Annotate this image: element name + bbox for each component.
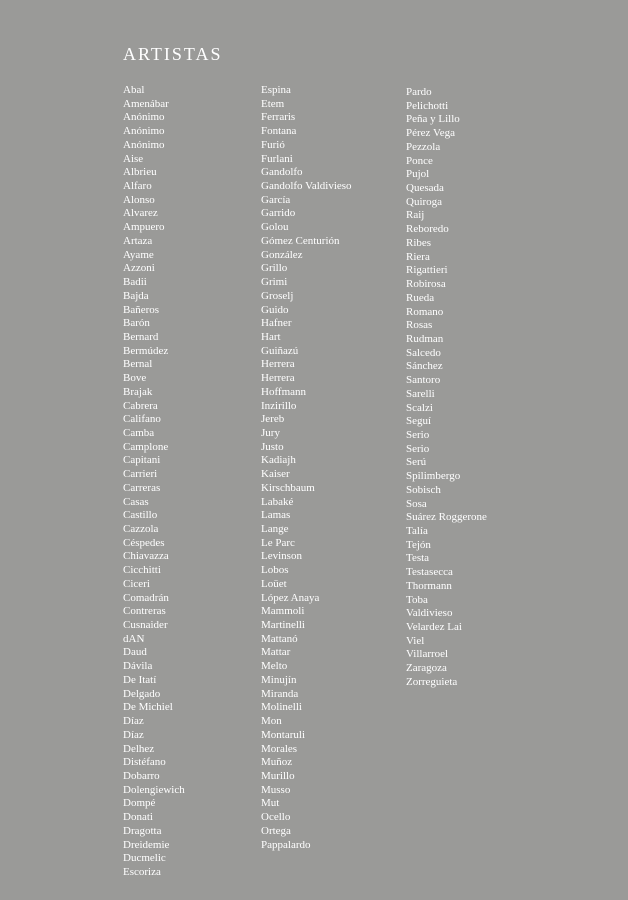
artist-name: Capitani — [123, 454, 161, 467]
artist-name: Testa — [406, 552, 430, 565]
artist-name: Peña y Lillo — [406, 113, 460, 126]
artist-name: Pujol — [406, 168, 430, 181]
artist-name: Dompé — [123, 797, 156, 810]
artist-name: Zorreguieta — [406, 675, 458, 688]
artist-name: López Anaya — [261, 591, 320, 604]
artist-name: Quesada — [406, 182, 444, 195]
artist-name: Anónimo — [123, 125, 165, 138]
artist-name: Lange — [261, 523, 289, 535]
artist-name: Cusnaider — [123, 619, 168, 632]
artist-name: Cabrera — [123, 399, 158, 412]
artist-name: Azzoni — [123, 262, 155, 275]
artist-name: Grimi — [261, 276, 288, 289]
artist-name: Mon — [261, 715, 282, 728]
artist-name: Pelichotti — [406, 99, 449, 112]
artist-name: Valdivieso — [406, 607, 453, 620]
artist-name: Herrera — [261, 372, 295, 385]
artist-name: Rigattieri — [406, 264, 448, 277]
artist-name: Grillo — [261, 262, 288, 275]
artist-name: Romano — [406, 305, 444, 318]
artist-name: Brajak — [123, 385, 153, 398]
artist-name: Jury — [261, 426, 280, 439]
artist-name: Amenábar — [123, 97, 169, 110]
artist-name: Alvarez — [123, 207, 158, 220]
artist-name: Gómez Centurión — [261, 234, 340, 247]
artist-name: Ribes — [406, 236, 432, 249]
artist-name: Castillo — [123, 509, 158, 522]
artist-name: Serú — [406, 456, 427, 469]
artist-name: Díaz — [123, 715, 144, 728]
artist-name: Levinson — [261, 550, 302, 563]
artist-name: De Michiel — [123, 701, 173, 714]
artist-name: Labaké — [261, 495, 294, 508]
artist-name: Viel — [406, 634, 425, 647]
artist-name: Pardo — [406, 86, 432, 98]
artist-name: García — [261, 193, 291, 206]
artist-name: Pérez Vega — [406, 127, 455, 140]
artist-name: Musso — [261, 783, 291, 796]
artist-list-column-1 — [123, 84, 185, 880]
artist-name: Barón — [123, 317, 150, 330]
artist-name: Spilimbergo — [406, 470, 461, 483]
artist-name: Furlani — [261, 152, 293, 165]
artist-name: Suárez Roggerone — [406, 511, 487, 524]
artist-name: Escoriza — [123, 865, 161, 878]
artist-name: dAN — [123, 632, 145, 645]
artist-name: Santoro — [406, 374, 441, 387]
artist-name: Delgado — [123, 687, 161, 700]
artist-name: Robirosa — [406, 278, 446, 291]
artist-name: Murillo — [261, 769, 295, 782]
artist-name: Villarroel — [406, 648, 449, 661]
artist-name: Ayame — [123, 248, 154, 261]
artist-name: Carreras — [123, 481, 161, 494]
artist-name: Dávila — [123, 660, 153, 673]
artist-name: Zaragoza — [406, 662, 447, 675]
artist-name: Donati — [123, 811, 153, 824]
artist-name: Mattanó — [261, 632, 298, 645]
artist-name: Fontana — [261, 125, 297, 138]
artist-name: Kadiajh — [261, 454, 296, 467]
artist-name: Bove — [123, 372, 147, 385]
artist-name: Rudman — [406, 332, 444, 345]
artist-name: Talía — [406, 525, 428, 537]
artist-name: Dragotta — [123, 824, 162, 837]
artist-name: Inzirillo — [261, 399, 297, 412]
artist-name: Jereb — [261, 413, 285, 426]
artist-name: Delhez — [123, 742, 155, 755]
artist-name: Thormann — [406, 579, 452, 592]
artist-name: Kirschbaum — [261, 481, 315, 494]
artist-name: Quiroga — [406, 195, 443, 208]
artist-name: Golou — [261, 221, 289, 234]
artist-name: Ponce — [406, 154, 433, 167]
artist-name: Groselj — [261, 289, 294, 302]
artist-name: Lobos — [261, 564, 289, 577]
artist-name: Reboredo — [406, 223, 449, 236]
artist-name: Minujín — [261, 673, 297, 686]
artist-name: Raij — [406, 209, 425, 222]
artist-name: Chiavazza — [123, 550, 169, 563]
artist-name: Ortega — [261, 824, 291, 837]
artist-name: Bermúdez — [123, 344, 169, 357]
artist-name: Seguí — [406, 415, 432, 428]
artist-name: Casas — [123, 495, 149, 508]
artist-name: Guido — [261, 303, 289, 316]
artist-name: Melto — [261, 660, 288, 673]
artist-name: Lamas — [261, 509, 291, 522]
artist-name: Ferraris — [261, 111, 296, 124]
artist-name: Abal — [123, 84, 145, 96]
artist-name: Serio — [406, 442, 430, 455]
artist-name: Testasecca — [406, 566, 453, 579]
artist-name: Contreras — [123, 605, 166, 618]
artist-name: Morales — [261, 742, 298, 755]
artist-name: Artaza — [123, 234, 153, 247]
artist-name: Gandolfo — [261, 166, 303, 179]
artist-name: Espina — [261, 84, 291, 96]
artist-name: Riera — [406, 250, 430, 263]
artist-name: Guiñazú — [261, 344, 299, 357]
artist-name: Hafner — [261, 317, 292, 330]
artist-name: Gandolfo Valdivieso — [261, 180, 352, 193]
artist-name: Sarelli — [406, 387, 435, 400]
artist-name: Bernal — [123, 358, 153, 371]
artist-name: Tejón — [406, 538, 431, 551]
artist-name: Garrido — [261, 207, 296, 220]
artist-name: Dolengiewich — [123, 783, 185, 796]
artist-name: Furió — [261, 138, 285, 151]
artist-name: Scalzi — [406, 401, 433, 414]
artist-name: Ampuero — [123, 221, 165, 234]
artist-name: Camba — [123, 426, 155, 439]
artist-name: Loüet — [261, 577, 287, 590]
artist-name: Toba — [406, 593, 428, 606]
artist-name: Justo — [261, 440, 284, 453]
artist-name: Etem — [261, 97, 285, 110]
artist-name: Cazzola — [123, 523, 159, 535]
artist-name: Badii — [123, 276, 147, 289]
artist-name: Dreidemie — [123, 838, 170, 851]
artist-name: Daud — [123, 646, 147, 659]
artist-name: Bañeros — [123, 303, 160, 316]
artist-name: Céspedes — [123, 536, 165, 549]
artist-name: Pappalardo — [261, 838, 311, 851]
artist-name: Alfaro — [123, 180, 152, 193]
artist-name: Carrieri — [123, 468, 158, 481]
artist-name: Albrieu — [123, 166, 157, 179]
page-title: ARTISTAS — [123, 44, 223, 64]
artist-name: Anónimo — [123, 138, 165, 151]
artist-name: Ocello — [261, 811, 291, 824]
artist-name: Miranda — [261, 687, 299, 700]
artist-name: Ciceri — [123, 577, 150, 590]
artist-name: Mattar — [261, 646, 291, 659]
artist-name: Hoffmann — [261, 385, 307, 398]
artist-name: Rosas — [406, 319, 433, 332]
artist-name: Califano — [123, 413, 161, 426]
artist-name: Mammoli — [261, 605, 305, 618]
artist-name: Díaz — [123, 728, 144, 741]
artist-name: Herrera — [261, 358, 295, 371]
artist-name: Le Parc — [261, 536, 295, 549]
artist-name: Pezzola — [406, 140, 441, 153]
artist-name: Sosa — [406, 497, 427, 510]
artist-name: Alonso — [123, 193, 155, 206]
artist-name: Dobarro — [123, 769, 160, 782]
artist-name: Cicchitti — [123, 564, 161, 577]
artist-name: Kaiser — [261, 468, 290, 481]
artist-name: Sánchez — [406, 360, 443, 373]
artist-name: Serio — [406, 428, 430, 441]
artist-name: De Itatí — [123, 673, 157, 686]
artist-name: Martinelli — [261, 619, 305, 632]
artist-name: Velardez Lai — [406, 621, 462, 634]
artist-name: Molinelli — [261, 701, 302, 714]
artist-list-column-3 — [406, 86, 487, 690]
artist-name: Hart — [261, 330, 281, 343]
artist-list-column-2 — [261, 84, 352, 852]
artist-name: Comadrán — [123, 591, 169, 604]
artist-name: Aise — [123, 152, 144, 165]
artist-name: Montaruli — [261, 728, 305, 741]
artist-name: Ducmelic — [123, 852, 166, 865]
artist-name: Salcedo — [406, 346, 441, 359]
artist-name: Distéfano — [123, 756, 166, 769]
artist-name: Muñoz — [261, 756, 293, 769]
artist-name: González — [261, 248, 303, 261]
artist-name: Bajda — [123, 289, 149, 302]
artist-name: Sobisch — [406, 483, 441, 496]
artist-name: Anónimo — [123, 111, 165, 124]
artist-name: Mut — [261, 797, 280, 810]
artist-name: Rueda — [406, 291, 435, 304]
artist-name: Camplone — [123, 440, 169, 453]
artist-name: Bernard — [123, 330, 159, 343]
